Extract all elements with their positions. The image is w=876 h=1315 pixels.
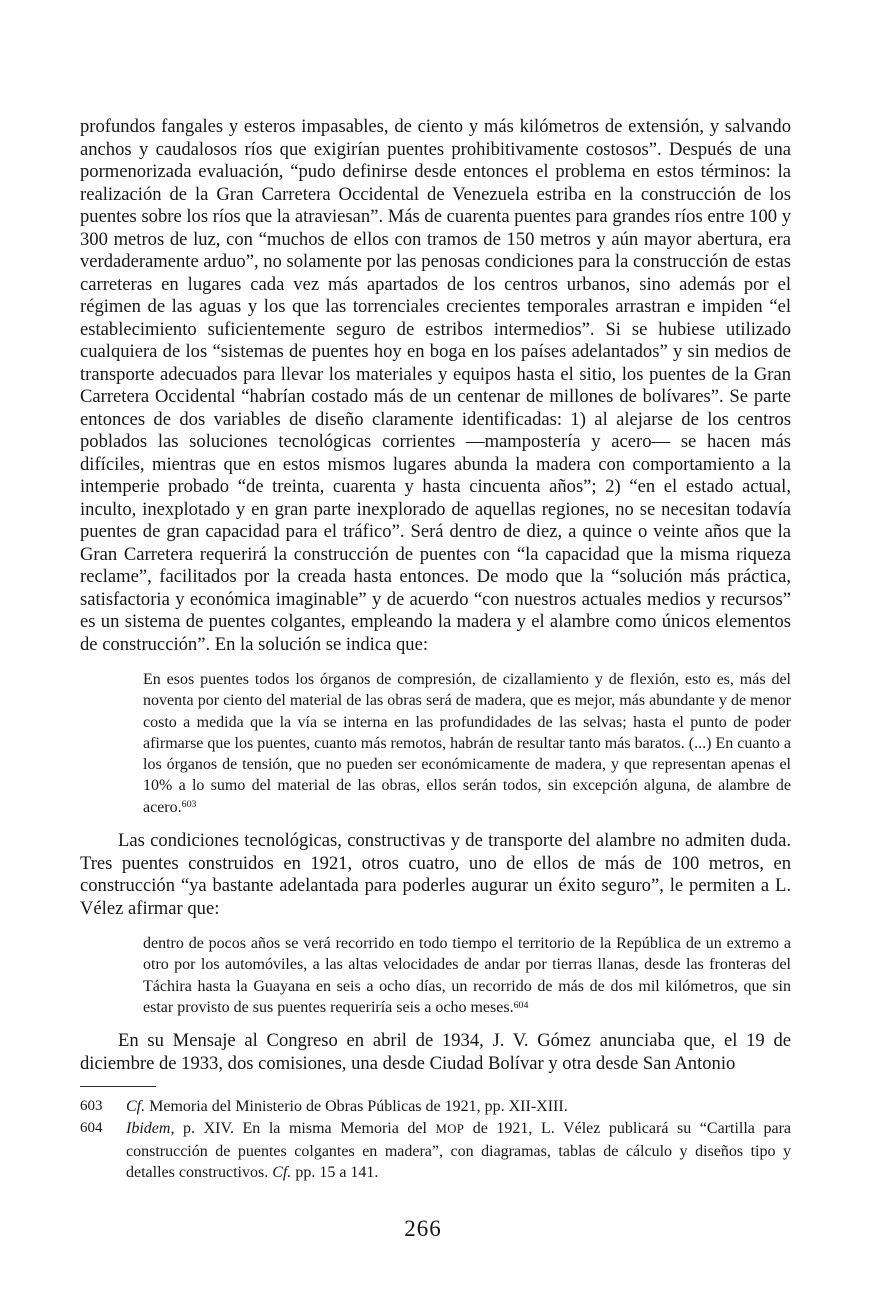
footnote-text-part: Ibidem — [126, 1119, 171, 1137]
footnote-text-part: pp. 15 a 141. — [291, 1164, 379, 1182]
footnote-text-part: de 1921, L. Vélez publicará su “Cartilla para construcción de puentes colgantes en madera”, con diagramas, tablas de cálculo y diseños tipo y detalles constructivos. — [126, 1119, 791, 1182]
footnote-text — [126, 1096, 791, 1118]
quote-text: dentro de pocos años se verá recorrido en todo tiempo el territorio de la República de un extremo a otro por los automóviles, a las altas velocidades de andar por tierras llanas, desde las fronteras del Táchira hasta la Guayana en seis a ocho días, un recorrido de más de dos mil kilómetros, que sin estar provisto de sus puentes requeriría seis a ocho meses. — [143, 935, 791, 1016]
page-body — [80, 116, 791, 1184]
footnote-number: 603 — [80, 1098, 103, 1115]
quote-text: En esos puentes todos los órganos de compresión, de cizallamiento y de flexión, esto es, más del noventa por ciento del material de las obras será de madera, que es mejor, más abundante y de menor costo a medida que la vía se interna en las profundidades de las selvas; hasta el punto de poder afirmarse que los puentes, cuanto más remotos, habrán de resultar tanto más baratos. (...) En cuanto a los órganos de tensión, que no pueden ser económicamente de madera, y que representan apenas el 10% a lo sumo del material de las obras, ellos serán todos, sin excepción alguna, de alambre de acero. — [143, 671, 791, 816]
footnote-604 — [80, 1118, 791, 1184]
paragraph-continued: profundos fangales y esteros impasables, de ciento y más kilómetros de extensión, y salvando anchos y caudalosos ríos que exigirían puentes prohibitivamente costosos”. Después de una pormenorizada evaluación, “pudo definirse desde entonces el problema en estos términos: la realización de la Gran Carretera Occidental de Venezuela estriba en la construcción de los puentes sobre los ríos que la atraviesan”. Más de cuarenta puentes para grandes ríos entre 100 y 300 metros de luz, con “muchos de ellos con tramos de 150 metros y aún mayor abertura, era verdaderamente arduo”, no solamente por las penosas condiciones para la construcción de estas carreteras en lugares cada vez más apartados de los centros urbanos, sino además por el régimen de las aguas y los que las torrenciales crecientes temporales arrastran e impiden “el establecimiento suficientemente seguro de estribos intermedios”. Si se hubiese utilizado cualquiera de los “sistemas de puentes hoy en boga en los países adelantados” y sin medios de transporte adecuados para llevar los materiales y equipos hasta el sitio, los puentes de la Gran Carretera Occidental “habrían costado más de un centenar de millones de bolívares”. Se parte entonces de dos variables de diseño claramente identificadas: 1) al alejarse de los centros poblados las soluciones tecnológicas corrientes —mampostería y acero— se hacen más difíciles, mientras que en estos mismos lugares abunda la madera con comportamiento a la intemperie probado “de treinta, cuarenta y hasta cincuenta años”; 2) “en el estado actual, inculto, inexplotado y en gran parte inexplorado de aquellas regiones, no se necesitan todavía puentes de gran capacidad para el tráfico”. Será dentro de diez, a quince o veinte años que la Gran Carretera requerirá la construcción de puentes con “la capacidad que la misma riqueza reclame”, facilitados por la creada hasta entonces. De modo que la “solución más práctica, satisfactoria y económica imaginable” y de acuerdo “con nuestros actuales medios y recursos” es un sistema de puentes colgantes, empleando la madera y el alambre como únicos elementos de construcción”. En la solución se indica que: — [80, 116, 791, 655]
block-quote-2 — [143, 933, 791, 1018]
block-quote-1 — [143, 669, 791, 818]
footnote-text-part: Memoria del Ministerio de Obras Públicas de 1921, pp. XII-XIII. — [145, 1098, 568, 1116]
footnote-text — [126, 1118, 791, 1184]
footnote-reference-604: 604 — [513, 999, 529, 1011]
footnote-text-part: Cf. — [272, 1164, 292, 1182]
footnote-number: 604 — [80, 1119, 103, 1136]
footnotes-section — [80, 1096, 791, 1184]
page-number: 266 — [404, 1216, 442, 1241]
footnote-text-part: , p. XIV. En la misma Memoria del — [170, 1119, 436, 1137]
paragraph-2: Las condiciones tecnológicas, constructivas y de transporte del alambre no admiten duda. Tres puentes construidos en 1921, otros cuatro, uno de ellos de más de 100 metros, en construcción “ya bastante adelantada para poderles augurar un éxito seguro”, le permiten a L. Vélez afirmar que: — [80, 830, 791, 919]
footnote-reference-603: 603 — [181, 799, 197, 811]
footnote-text-part: MOP — [435, 1121, 465, 1136]
footnote-separator-rule — [80, 1086, 156, 1087]
footnote-603 — [80, 1096, 791, 1118]
footnote-text-part: Cf. — [126, 1098, 146, 1116]
paragraph-3: En su Mensaje al Congreso en abril de 1934, J. V. Gómez anunciaba que, el 19 de diciembre de 1933, dos comisiones, una desde Ciudad Bolívar y otra desde San Antonio — [80, 1030, 791, 1074]
